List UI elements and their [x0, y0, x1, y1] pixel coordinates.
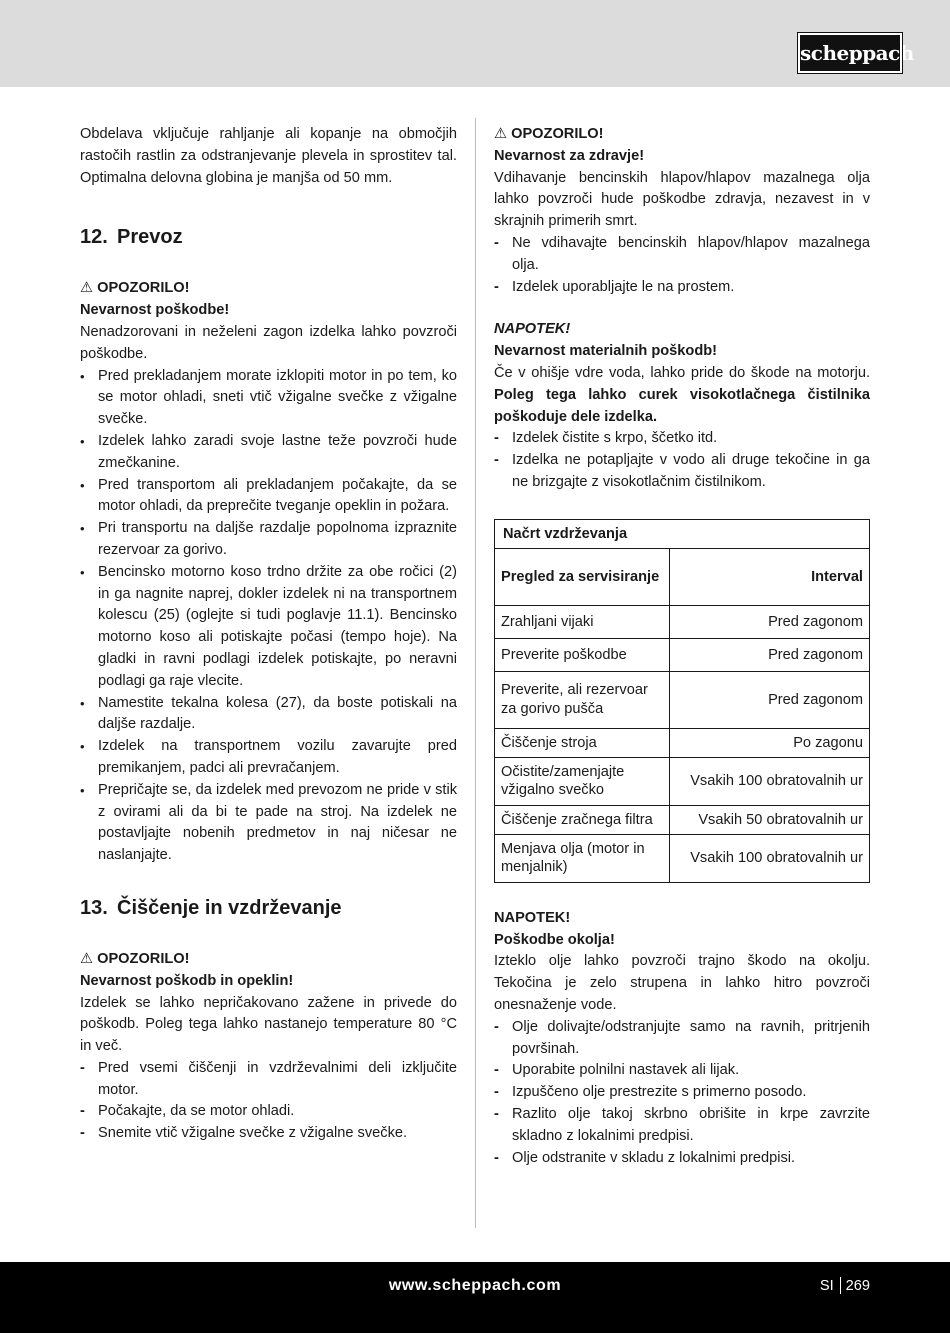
header-bar: [0, 0, 950, 87]
table-header-item: Pregled za servisiranje: [495, 548, 670, 605]
left-column: [80, 124, 457, 1145]
list-item: - Uporabite polnilni nastavek ali lijak.: [494, 1062, 740, 1079]
table-cell: Preverite poškodbe: [495, 638, 670, 671]
environment-bullet-list: [494, 1017, 870, 1170]
list-item: • Pri transportu na daljše razdalje popolnoma izpraznite rezervoar za gorivo.: [80, 520, 457, 558]
table-cell: Po zagonu: [670, 728, 870, 757]
warning-triangle-icon: ⚠: [80, 280, 94, 297]
material-bullet-list: [494, 428, 870, 493]
list-item: - Olje odstranite v skladu z lokalnimi predpisi.: [494, 1149, 796, 1166]
notice-subtitle: Nevarnost materialnih poškodb!: [494, 343, 718, 360]
list-item: - Izdelek uporabljajte le na prostem.: [494, 278, 735, 295]
warning-subtitle: Nevarnost za zdravje!: [494, 147, 645, 164]
table-row: [495, 757, 870, 805]
notice-subtitle: Poškodbe okolja!: [494, 931, 615, 948]
table-cell: Pred zagonom: [670, 671, 870, 728]
cleaning-bullet-list: [80, 1058, 457, 1145]
warning-text: Izdelek se lahko nepričakovano zažene in privede do poškodb. Poleg tega lahko nastanejo temperature 80 °C in več.: [80, 994, 457, 1055]
notice-label: NAPOTEK!: [494, 909, 571, 926]
right-column: [494, 124, 870, 1169]
list-item: - Pred vsemi čiščenji in vzdrževalnimi deli izključite motor.: [80, 1059, 457, 1098]
notice-text: Izteklo olje lahko povzroči trajno škodo na okolju. Tekočina je zelo strupena in lahko hitro povzroči onesnaženje vode.: [494, 953, 870, 1013]
table-row: [495, 671, 870, 728]
health-bullet-list: [494, 233, 870, 298]
page-separator: [840, 1277, 841, 1294]
table-cell: Vsakih 50 obratovalnih ur: [670, 805, 870, 834]
page-indicator: [820, 1277, 870, 1294]
notice-text: Če v ohišje vdre voda, lahko pride do škode na motorju. Poleg tega lahko curek visokotlačnega čistilnika poškoduje dele izdelka.: [494, 364, 870, 425]
list-item: - Olje dolivajte/odstranjujte samo na ravnih, pritrjenih površinah.: [494, 1018, 870, 1057]
section-13-heading: 13. Čiščenje in vzdrževanje: [80, 896, 342, 919]
maintenance-table: [494, 519, 870, 883]
column-divider: [475, 118, 476, 1228]
table-row: [495, 834, 870, 882]
table-row: [495, 638, 870, 671]
list-item: • Izdelek na transportnem vozilu zavarujte pred premikanjem, padci ali prevračanjem.: [80, 738, 457, 776]
table-cell: Čiščenje zračnega filtra: [495, 805, 670, 834]
list-item: - Ne vdihavajte bencinskih hlapov/hlapov mazalnega olja.: [494, 234, 870, 273]
warning-label: ⚠ OPOZORILO!: [80, 949, 457, 971]
table-cell: Pred zagonom: [670, 605, 870, 638]
list-item: • Izdelek lahko zaradi svoje lastne teže povzroči hude zmečkanine.: [80, 432, 457, 471]
list-item: • Prepričajte se, da izdelek med prevozom ne pride v stik z ovirami ali da bi te pade na stroj. Na izdelek ne postavljajte nobenih predmetov in naj ničesar ne naslanjajte.: [80, 781, 457, 864]
table-cell: Vsakih 100 obratovalnih ur: [670, 834, 870, 882]
warning-subtitle: Nevarnost poškodbe!: [80, 302, 230, 319]
list-item: - Izdelka ne potapljajte v vodo ali druge tekočine in ga ne brizgajte z visokotlačnim čistilnikom.: [494, 452, 870, 490]
list-item: • Pred prekladanjem morate izklopiti motor in po tem, ko se motor ohladi, sneti vtič vžigalne svečke z vžigalne svečke.: [80, 367, 457, 428]
warning-subtitle: Nevarnost poškodb in opeklin!: [80, 972, 294, 989]
warning-label: ⚠ OPOZORILO!: [494, 124, 870, 146]
list-item: • Bencinsko motorno koso trdno držite za obe ročici (2) in ga nagnite naprej, dokler izdelek ni na transportnem kolescu (25) (oglejte si tudi poglavje 11.1). Bencinsko motorno koso ali potiskajte počasi (tempo hoje). Na gladki in ravni podlagi izdelek potiskajte, po neravni podlagi ga raje vlecite.: [80, 563, 457, 689]
brand-logo: scheppach: [798, 33, 902, 73]
table-cell: Menjava olja (motor in menjalnik): [495, 834, 670, 882]
section-12-heading: 12. Prevoz: [80, 226, 183, 249]
list-item: - Počakajte, da se motor ohladi.: [80, 1103, 295, 1120]
list-item: - Izpuščeno olje prestrezite s primerno posodo.: [494, 1084, 807, 1101]
transport-bullet-list: [80, 366, 457, 867]
warning-text: Vdihavanje bencinskih hlapov/hlapov mazalnega olja lahko povzroči hude poškodbe zdravja, nezavest in v skrajnih primerih smrt.: [494, 169, 870, 230]
table-cell: Očistite/zamenjajte vžigalno svečko: [495, 757, 670, 805]
warning-triangle-icon: ⚠: [80, 950, 94, 967]
list-item: • Pred transportom ali prekladanjem počakajte, da se motor ohladi, da preprečite tveganje opeklin in požara.: [80, 476, 457, 515]
table-cell: Pred zagonom: [670, 638, 870, 671]
warning-text: Nenadzorovani in neželeni zagon izdelka lahko povzroči poškodbe.: [80, 323, 457, 362]
language-code: SI: [819, 1277, 834, 1294]
table-title: Načrt vzdrževanja: [495, 519, 870, 548]
list-item: • Namestite tekalna kolesa (27), da boste potiskali na daljše razdalje.: [80, 694, 457, 733]
list-item: - Snemite vtič vžigalne svečke z vžigalne svečke.: [80, 1125, 408, 1142]
website-link[interactable]: www.scheppach.com: [388, 1277, 562, 1294]
table-cell: Zrahljani vijaki: [495, 605, 670, 638]
table-header-interval: Interval: [670, 548, 870, 605]
footer-bar: [0, 1262, 950, 1333]
table-row: [495, 728, 870, 757]
table-cell: Čiščenje stroja: [495, 728, 670, 757]
list-item: - Razlito olje takoj skrbno obrišite in krpe zavrzite skladno z lokalnimi predpisi.: [494, 1105, 870, 1144]
list-item: - Izdelek čistite s krpo, ščetko itd.: [494, 430, 718, 447]
table-cell: Preverite, ali rezervoar za gorivo pušča: [495, 671, 670, 728]
warning-label: ⚠ OPOZORILO!: [80, 278, 457, 300]
table-row: [495, 605, 870, 638]
notice-label: NAPOTEK!: [494, 321, 571, 338]
page-number: 269: [845, 1277, 870, 1294]
table-cell: Vsakih 100 obratovalnih ur: [670, 757, 870, 805]
table-row: [495, 805, 870, 834]
warning-triangle-icon: ⚠: [494, 126, 508, 142]
intro-paragraph: Obdelava vključuje rahljanje ali kopanje na območjih rastočih rastlin za odstranjevanje plevela in sprostitev tal. Optimalna delovna globina je manjša od 50 mm.: [80, 126, 457, 186]
